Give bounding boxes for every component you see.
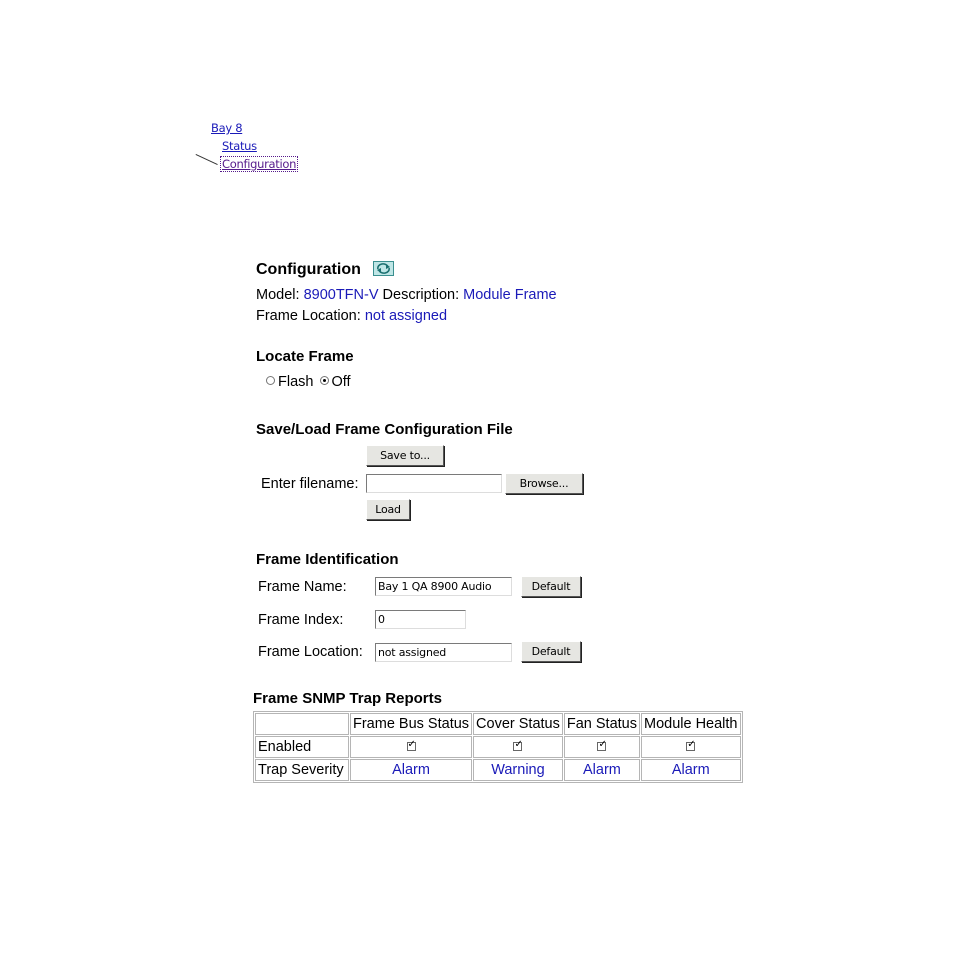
row-label-trap-severity: Trap Severity (255, 759, 349, 781)
frame-index-label: Frame Index: (258, 612, 344, 628)
nav-link-configuration[interactable]: Configuration (222, 157, 297, 171)
enabled-cell-module-health (641, 736, 741, 758)
enabled-cell-fan (564, 736, 640, 758)
enabled-cell-cover (473, 736, 563, 758)
snmp-trap-table (253, 711, 743, 783)
description-label: Description: (382, 287, 460, 303)
frame-name-input[interactable]: Bay 1 QA 8900 Audio (375, 577, 512, 596)
column-header-fan-status: Fan Status (564, 713, 640, 735)
frame-location-line (256, 308, 447, 324)
locate-frame-heading: Locate Frame (256, 348, 354, 365)
severity-module-health[interactable]: Alarm (641, 759, 741, 781)
nav-link-status[interactable]: Status (222, 139, 257, 153)
save-load-heading: Save/Load Frame Configuration File (256, 421, 513, 438)
nav-link-bay[interactable]: Bay 8 (211, 121, 243, 135)
radio-flash-circle[interactable] (266, 376, 275, 385)
column-header-frame-bus-status: Frame Bus Status (350, 713, 472, 735)
frame-name-default-button[interactable]: Default (521, 576, 581, 597)
save-to-button[interactable]: Save to... (366, 445, 444, 466)
description-value: Module Frame (463, 287, 557, 303)
radio-flash[interactable] (266, 374, 313, 390)
frame-index-input[interactable]: 0 (375, 610, 466, 629)
severity-fan-status[interactable]: Alarm (564, 759, 640, 781)
nav-tree-connector (196, 154, 218, 165)
radio-off-circle[interactable] (320, 376, 329, 385)
radio-flash-label: Flash (278, 374, 314, 390)
frame-location-input[interactable]: not assigned (375, 643, 512, 662)
checkbox-frame-bus-status[interactable] (407, 742, 416, 751)
frame-name-label: Frame Name: (258, 579, 347, 595)
enabled-cell-frame-bus (350, 736, 472, 758)
locate-frame-options (266, 374, 351, 390)
column-header-module-health: Module Health (641, 713, 741, 735)
checkbox-fan-status[interactable] (597, 742, 606, 751)
refresh-icon[interactable] (373, 261, 394, 276)
severity-frame-bus-status[interactable]: Alarm (350, 759, 472, 781)
load-button[interactable]: Load (366, 499, 410, 520)
table-header-row (255, 713, 741, 735)
model-line (256, 287, 557, 303)
frame-location-default-button[interactable]: Default (521, 641, 581, 662)
filename-input[interactable] (366, 474, 502, 493)
frame-location-value: not assigned (364, 308, 448, 324)
frame-identification-heading: Frame Identification (256, 551, 399, 568)
row-label-enabled: Enabled (255, 736, 349, 758)
model-label: Model: (256, 287, 300, 303)
table-row-enabled (255, 736, 741, 758)
snmp-trap-heading: Frame SNMP Trap Reports (253, 690, 442, 707)
frame-location-label: Frame Location: (256, 308, 361, 324)
checkbox-cover-status[interactable] (513, 742, 522, 751)
page-title: Configuration (256, 261, 361, 278)
table-row-trap-severity (255, 759, 741, 781)
table-corner-cell (255, 713, 349, 735)
checkbox-module-health[interactable] (686, 742, 695, 751)
column-header-cover-status: Cover Status (473, 713, 563, 735)
radio-off[interactable] (320, 374, 351, 390)
model-value: 8900TFN-V (303, 287, 379, 303)
radio-off-label: Off (331, 374, 351, 390)
filename-label: Enter filename: (261, 476, 359, 492)
severity-cover-status[interactable]: Warning (473, 759, 563, 781)
frame-location-id-label: Frame Location: (258, 644, 363, 660)
browse-button[interactable]: Browse... (505, 473, 583, 494)
